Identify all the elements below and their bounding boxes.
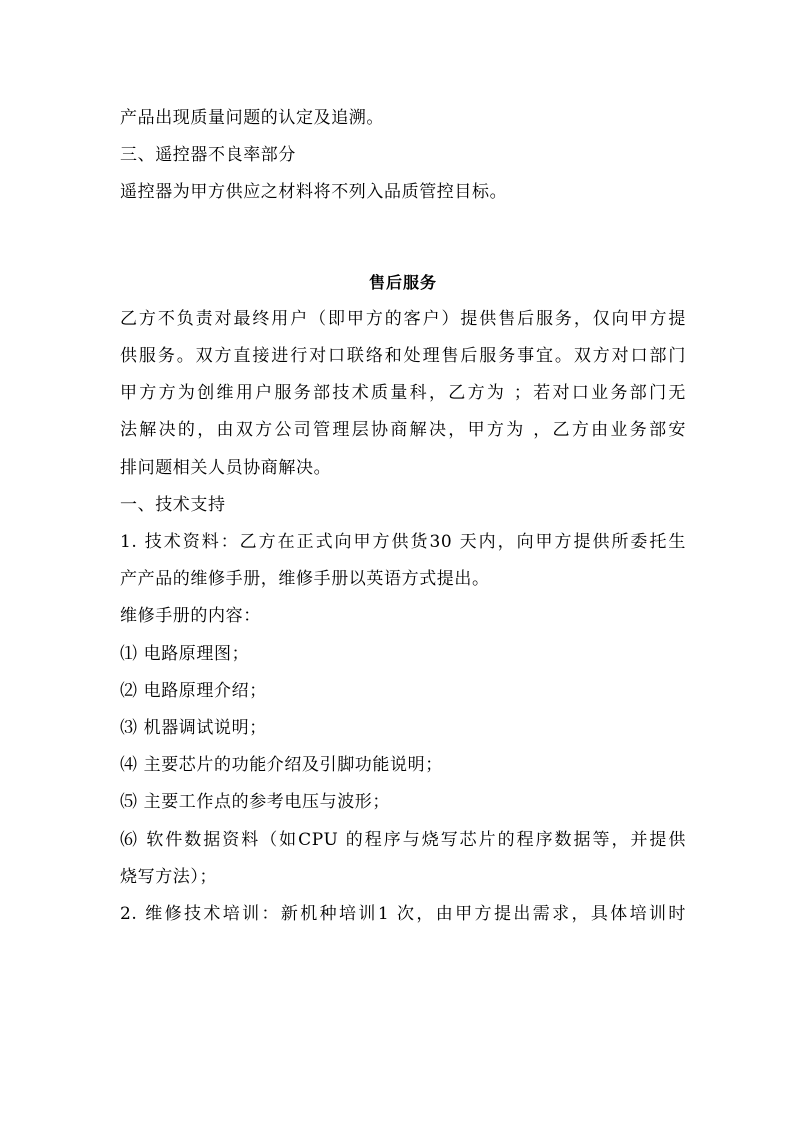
paragraph-line: 乙方不负责对最终用户（即甲方的客户）提供售后服务，仅向甲方提 bbox=[120, 308, 686, 329]
list-item: ⑵ 电路原理介绍； bbox=[120, 680, 267, 701]
paragraph-line: 产产品的维修手册，维修手册以英语方式提出。 bbox=[120, 569, 490, 590]
paragraph-line: 排问题相关人员协商解决。 bbox=[120, 457, 332, 478]
item-maintenance-training: 2. 维修技术培训：新机种培训1 次，由甲方提出需求，具体培训时 bbox=[120, 904, 686, 925]
paragraph-line: ⑹ 软件数据资料（如CPU 的程序与烧写芯片的程序数据等，并提供 bbox=[120, 829, 686, 850]
paragraph-line: 供服务。双方直接进行对口联络和处理售后服务事宜。双方对口部门 bbox=[120, 346, 686, 367]
section-heading-tech-support: 一、技术支持 bbox=[120, 494, 226, 515]
spacer bbox=[120, 212, 686, 264]
list-item-software-data bbox=[120, 822, 686, 896]
paragraph-line: 1. 技术资料：乙方在正式向甲方供货30 天内，向甲方提供所委托生 bbox=[120, 532, 686, 553]
text-line: 遥控器为甲方供应之材料将不列入品质管控目标。 bbox=[120, 182, 508, 203]
text-line: 产品出现质量问题的认定及追溯。 bbox=[120, 108, 384, 128]
paragraph-line: 法解决的，由双方公司管理层协商解决，甲方为 ，乙方由业务部安 bbox=[120, 420, 686, 441]
paragraph-after-sales bbox=[120, 301, 686, 487]
section-heading-remote-defect: 三、遥控器不良率部分 bbox=[120, 145, 296, 166]
paragraph-line: 甲方方为创维用户服务部技术质量科，乙方为 ；若对口业务部门无 bbox=[120, 383, 686, 404]
section-title-after-sales: 售后服务 bbox=[368, 272, 437, 292]
list-item: ⑶ 机器调试说明； bbox=[120, 718, 267, 739]
paragraph-line: 烧写方法）； bbox=[120, 866, 218, 887]
list-item: ⑷ 主要芯片的功能介绍及引脚功能说明； bbox=[120, 755, 443, 776]
list-item: ⑴ 电路原理图； bbox=[120, 643, 250, 664]
list-item: ⑸ 主要工作点的参考电压与波形； bbox=[120, 792, 391, 813]
document-body bbox=[120, 100, 686, 933]
item-technical-materials bbox=[120, 524, 686, 598]
manual-contents-label: 维修手册的内容： bbox=[120, 606, 261, 627]
manual-contents-list bbox=[120, 636, 686, 822]
